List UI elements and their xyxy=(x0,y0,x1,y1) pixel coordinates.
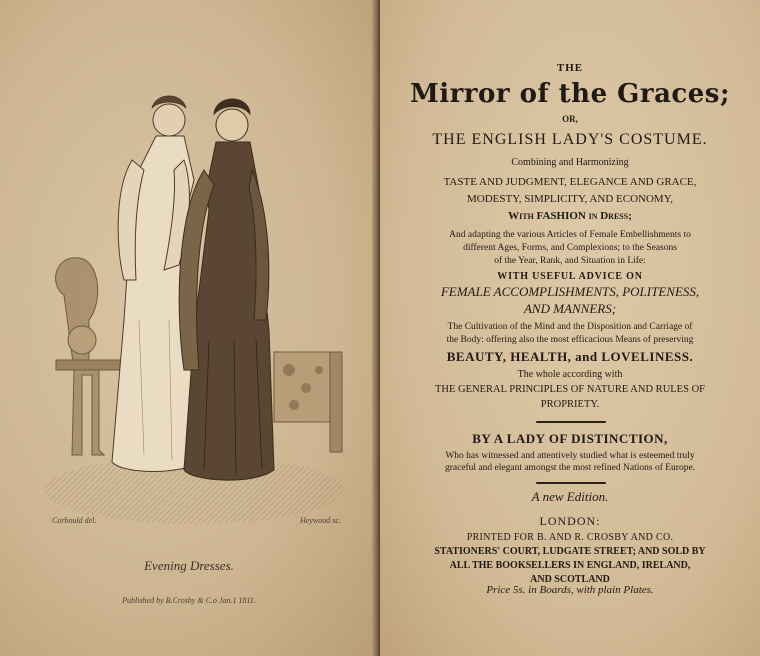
combining-line: Combining and Harmonizing xyxy=(511,157,629,168)
divider-rule-2 xyxy=(536,482,606,484)
printer-line-4: AND SCOTLAND xyxy=(530,574,610,585)
printer-line-3: ALL THE BOOKSELLERS IN ENGLAND, IRELAND, xyxy=(449,560,691,571)
book-title: Mirror of the Graces; xyxy=(409,79,731,109)
book-subtitle: THE ENGLISH LADY'S COSTUME. xyxy=(432,131,708,148)
advice-line: WITH USEFUL ADVICE ON xyxy=(497,271,643,282)
price-line: Price 5s. in Boards, with plain Plates. xyxy=(486,584,654,596)
frontispiece-page xyxy=(0,0,378,656)
fashion-line: With FASHION in Dress; xyxy=(508,210,632,222)
cultivation-line-1: The Cultivation of the Mind and the Disposition and Carriage of xyxy=(447,322,693,332)
woman-in-dark-dress xyxy=(179,99,274,480)
fashion-plate-engraving xyxy=(44,70,350,528)
plate-engraver-credit: Heywood sc. xyxy=(300,516,341,525)
divider-rule xyxy=(536,421,606,423)
author-line: BY A LADY OF DISTINCTION, xyxy=(472,431,668,446)
author-description-2: graceful and elegant amongst the most refined Nations of Europe. xyxy=(444,463,696,473)
adapting-line-1: And adapting the various Articles of Female Embellishments to xyxy=(449,230,691,240)
virtues-line-1: TASTE AND JUDGMENT, ELEGANCE AND GRACE, xyxy=(443,176,697,188)
virtues-line-2: MODESTY, SIMPLICITY, AND ECONOMY, xyxy=(467,193,673,205)
accomplishments-line-2: AND MANNERS; xyxy=(523,301,617,316)
plate-artist-credit: Corbould del. xyxy=(52,516,97,525)
author-description-1: Who has witnessed and attentively studied what is esteemed truly xyxy=(445,451,695,461)
edition-line: A new Edition. xyxy=(531,489,609,504)
printer-line-2: STATIONERS' COURT, LUDGATE STREET; AND SOLD BY xyxy=(434,546,706,557)
title-or: OR, xyxy=(562,114,578,124)
printer-line-1: PRINTED FOR B. AND R. CROSBY AND CO. xyxy=(466,532,674,543)
adapting-line-2: different Ages, Forms, and Complexions; to the Seasons xyxy=(463,243,677,253)
title-article: THE xyxy=(556,62,584,74)
plate-title: Evening Dresses. xyxy=(144,558,234,573)
settee-icon xyxy=(274,352,342,452)
beauty-line: BEAUTY, HEALTH, and LOVELINESS. xyxy=(446,349,694,364)
adapting-line-3: of the Year, Rank, and Situation in Life: xyxy=(494,256,646,266)
place-line: LONDON: xyxy=(539,514,601,528)
principles-line-2: PROPRIETY. xyxy=(540,399,600,410)
principles-line-1: THE GENERAL PRINCIPLES OF NATURE AND RULES OF xyxy=(434,384,705,395)
accomplishments-line-1: FEMALE ACCOMPLISHMENTS, POLITENESS, xyxy=(440,284,700,299)
plate-imprint: Published by B.Crosby & C.o Jan.1 1811. xyxy=(122,596,256,605)
cultivation-line-2: the Body: offering also the most efficacious Means of preserving xyxy=(446,335,694,345)
whole-line: The whole according with xyxy=(517,369,623,380)
